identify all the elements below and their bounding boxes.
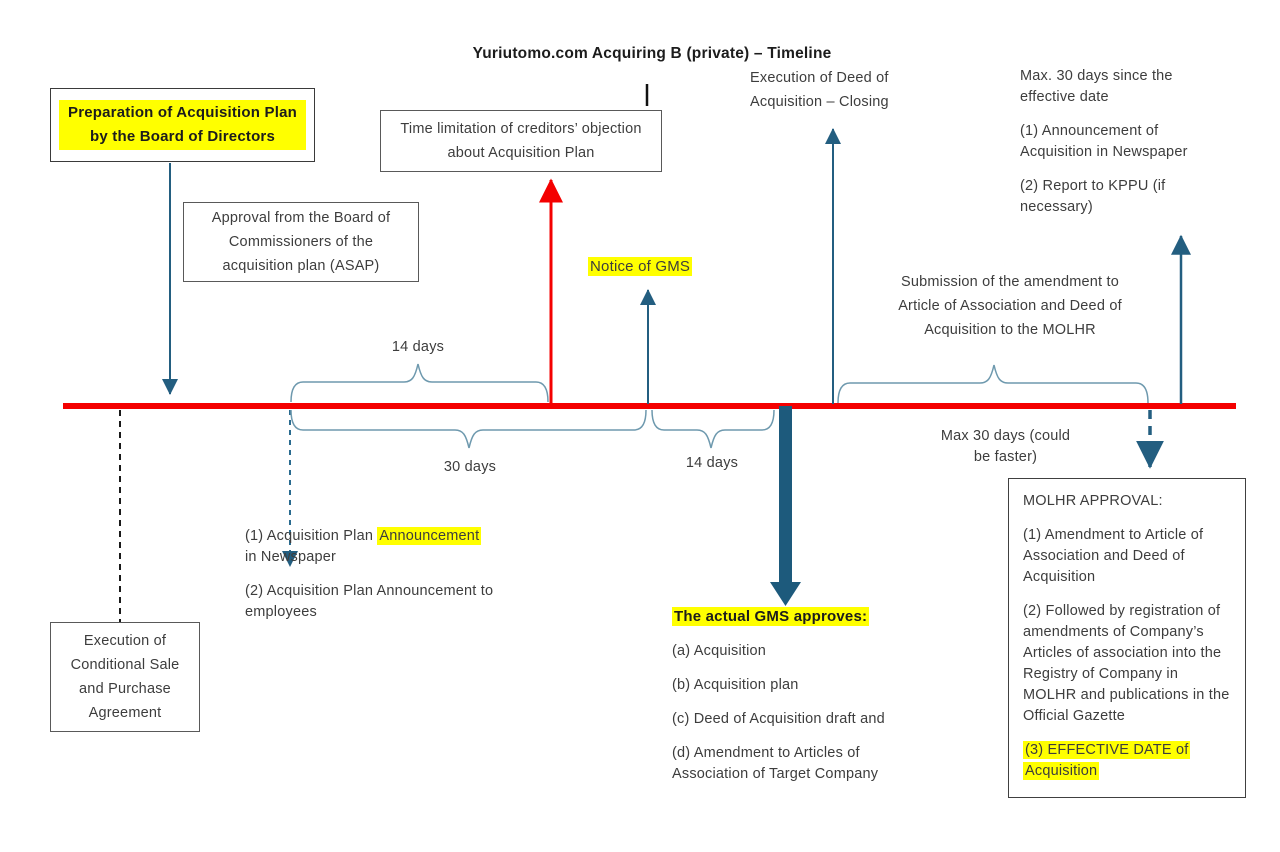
gms-item-b: (b) Acquisition plan (672, 677, 799, 693)
duration-14-days-bottom: 14 days (685, 455, 739, 471)
post-effective-item1: (1) Announcement of Acquisition in Newspaper (1020, 123, 1188, 160)
duration-30-days: 30 days (443, 459, 497, 475)
announcement-notes (245, 526, 497, 623)
submission-molhr-label: Submission of the amendment to Article of Association and Deed of Acquisition to the MOLHR (898, 274, 1122, 338)
gms-heading (672, 606, 904, 628)
brace-30-days (291, 410, 646, 448)
molhr-item3 (1023, 740, 1231, 782)
molhr-item1: (1) Amendment to Article of Association and Deed of Acquisition (1023, 527, 1204, 585)
brace-14-days-top (291, 364, 548, 402)
conditional-spa-box (50, 622, 200, 732)
gms-heading-text: The actual GMS approves: (674, 608, 868, 625)
gms-approvals (672, 606, 904, 785)
approval-boc-box (183, 202, 419, 282)
creditors-box (380, 110, 662, 172)
post-effective-intro: Max. 30 days since the effective date (1020, 68, 1173, 105)
announcement-item1-suffix: in Newspaper (245, 549, 337, 565)
post-effective-notes (1020, 66, 1220, 218)
announcement-item1-prefix: (1) Acquisition Plan (245, 528, 374, 544)
molhr-item2: (2) Followed by registration of amendments of Company’s Articles of association into the Registry of Company in MOLHR and publications in the Official Gazette (1023, 603, 1230, 724)
announcement-item2: (2) Acquisition Plan Announcement to employees (245, 583, 494, 620)
notice-gms-text: Notice of GMS (590, 258, 691, 275)
notice-gms-label (588, 257, 692, 276)
gms-item-d: (d) Amendment to Articles of Association of Target Company (672, 745, 879, 782)
molhr-item3-text: (3) EFFECTIVE DATE of Acquisition (1025, 742, 1189, 779)
slide-title: Yuriutomo.com Acquiring B (private) – Timeline (472, 45, 832, 62)
brace-submission (838, 365, 1148, 403)
gms-item-a: (a) Acquisition (672, 643, 767, 659)
conditional-spa-text: Execution of Conditional Sale and Purchase Agreement (70, 633, 180, 721)
approval-boc-text: Approval from the Board of Commissioners of the acquisition plan (ASAP) (211, 210, 391, 274)
max-30-days-label: Max 30 days (could be faster) (940, 428, 1071, 465)
molhr-heading: MOLHR APPROVAL: (1023, 493, 1163, 509)
molhr-approval-box (1008, 478, 1246, 798)
creditors-text: Time limitation of creditors’ objection about Acquisition Plan (400, 121, 642, 161)
preparation-box (50, 88, 315, 162)
duration-14-days-top: 14 days (391, 339, 445, 355)
gms-thick-arrow (770, 406, 801, 606)
brace-14-days-bottom (652, 410, 774, 448)
post-effective-item2: (2) Report to KPPU (if necessary) (1020, 178, 1166, 215)
preparation-box-text: Preparation of Acquisition Plan by the Board of Directors (59, 100, 306, 150)
announcement-item1 (245, 526, 497, 568)
deed-closing-label: Execution of Deed of Acquisition – Closing (750, 70, 889, 110)
gms-item-c: (c) Deed of Acquisition draft and (672, 711, 885, 727)
announcement-item1-highlight: Announcement (379, 528, 480, 544)
